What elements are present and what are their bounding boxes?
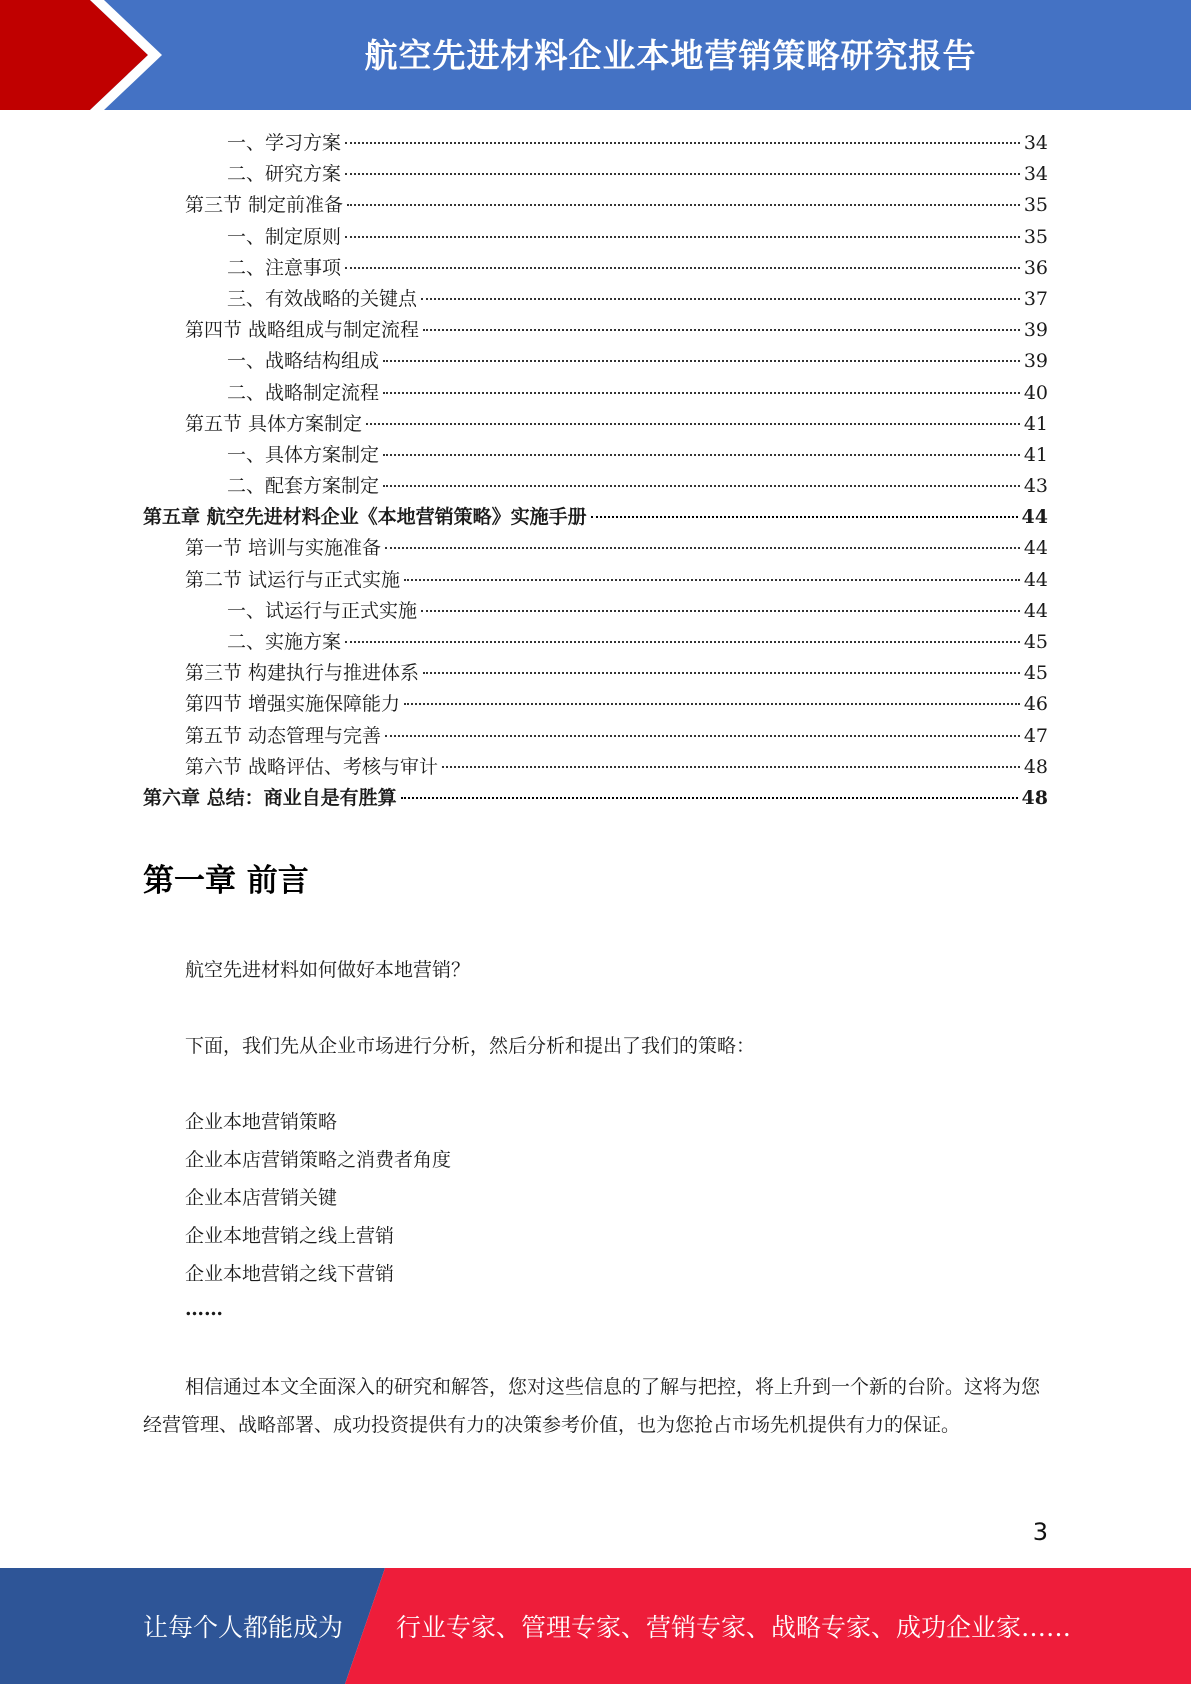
table-of-contents <box>143 128 1048 814</box>
toc-dot-leader <box>591 516 1018 518</box>
toc-entry-page: 39 <box>1023 319 1048 342</box>
toc-entry-page: 39 <box>1023 350 1048 373</box>
strategy-item: 企业本店营销策略之消费者角度 <box>185 1149 452 1171</box>
toc-entry[interactable] <box>143 752 1048 783</box>
footer-slogan-right: 行业专家、管理专家、营销专家、战略专家、成功企业家…… <box>396 1613 1072 1642</box>
toc-entry[interactable] <box>143 409 1048 440</box>
toc-entry-page: 41 <box>1023 412 1048 435</box>
toc-entry-title: 第六节 战略评估、考核与审计 <box>185 755 439 778</box>
question-paragraph: 航空先进材料如何做好本地营销？ <box>185 959 471 981</box>
header-title: 航空先进材料企业本地营销策略研究报告 <box>364 36 977 75</box>
intro-paragraph: 下面，我们先从企业市场进行分析，然后分析和提出了我们的策略： <box>185 1035 756 1057</box>
toc-entry-title: 第五节 具体方案制定 <box>185 412 363 435</box>
strategy-item-ellipsis: …… <box>185 1298 223 1320</box>
toc-entry-page: 35 <box>1023 194 1048 217</box>
toc-entry-page: 47 <box>1023 724 1048 747</box>
toc-entry-title: 第五章 航空先进材料企业《本地营销策略》实施手册 <box>143 506 587 529</box>
toc-entry-title: 三、有效战略的关键点 <box>227 287 418 310</box>
toc-entry-title: 一、具体方案制定 <box>227 443 380 466</box>
toc-entry-title: 二、配套方案制定 <box>227 475 380 498</box>
strategy-item: 企业本地营销策略 <box>185 1111 338 1133</box>
toc-entry[interactable] <box>143 689 1048 720</box>
toc-entry-page: 44 <box>1023 599 1048 622</box>
toc-entry[interactable] <box>143 378 1048 409</box>
toc-entry-title: 第五节 动态管理与完善 <box>185 724 382 747</box>
toc-entry[interactable] <box>143 253 1048 284</box>
toc-entry-title: 二、研究方案 <box>227 163 342 186</box>
footer-slogan-left: 让每个人都能成为 <box>143 1613 344 1642</box>
toc-entry[interactable] <box>143 627 1048 658</box>
toc-dot-leader <box>421 610 1020 612</box>
toc-entry-page: 34 <box>1023 163 1048 186</box>
toc-entry-title: 一、试运行与正式实施 <box>227 599 418 622</box>
toc-dot-leader <box>345 173 1020 175</box>
toc-entry[interactable] <box>143 596 1048 627</box>
toc-entry[interactable] <box>143 159 1048 190</box>
toc-entry[interactable] <box>143 284 1048 315</box>
toc-dot-leader <box>423 672 1020 674</box>
toc-entry[interactable] <box>143 783 1048 814</box>
toc-entry[interactable] <box>143 658 1048 689</box>
toc-entry-page: 37 <box>1023 287 1048 310</box>
toc-entry-title: 二、战略制定流程 <box>227 381 380 404</box>
toc-entry-title: 二、注意事项 <box>227 256 342 279</box>
toc-entry[interactable] <box>143 565 1048 596</box>
toc-entry-page: 35 <box>1023 225 1048 248</box>
toc-entry-page: 43 <box>1023 475 1048 498</box>
toc-entry-title: 第二节 试运行与正式实施 <box>185 568 401 591</box>
toc-entry-page: 45 <box>1023 631 1048 653</box>
footer-banner <box>0 1568 1191 1684</box>
toc-entry-page: 48 <box>1021 786 1048 809</box>
toc-entry[interactable] <box>143 471 1048 502</box>
toc-dot-leader <box>423 329 1020 331</box>
toc-dot-leader <box>385 547 1020 549</box>
toc-entry[interactable] <box>143 440 1048 471</box>
strategy-item: 企业本店营销关键 <box>185 1187 338 1209</box>
toc-dot-leader <box>345 267 1020 269</box>
chapter-title: 第一章 前言 <box>143 863 309 899</box>
toc-entry-title: 第六章 总结：商业自是有胜算 <box>143 786 397 809</box>
toc-dot-leader <box>345 142 1020 144</box>
toc-entry-page: 36 <box>1023 256 1048 279</box>
toc-entry[interactable] <box>143 533 1048 564</box>
toc-entry-title: 一、战略结构组成 <box>227 350 380 373</box>
toc-entry[interactable] <box>143 315 1048 346</box>
toc-dot-leader <box>401 797 1018 799</box>
toc-dot-leader <box>383 454 1020 456</box>
toc-dot-leader <box>345 641 1020 643</box>
toc-dot-leader <box>383 485 1020 487</box>
toc-dot-leader <box>404 703 1020 705</box>
toc-entry-title: 二、实施方案 <box>227 631 342 653</box>
toc-entry[interactable] <box>143 721 1048 752</box>
toc-entry[interactable] <box>143 346 1048 377</box>
toc-entry-title: 第四节 增强实施保障能力 <box>185 693 401 716</box>
toc-dot-leader <box>442 766 1020 768</box>
toc-dot-leader <box>383 360 1020 362</box>
toc-entry-page: 45 <box>1023 662 1048 685</box>
toc-entry-title: 第四节 战略组成与制定流程 <box>185 319 420 342</box>
toc-entry-page: 44 <box>1023 537 1048 560</box>
toc-entry-title: 第三节 制定前准备 <box>185 194 344 217</box>
toc-dot-leader <box>345 236 1020 238</box>
toc-dot-leader <box>383 392 1020 394</box>
toc-entry-page: 44 <box>1021 506 1048 529</box>
strategy-item: 企业本地营销之线上营销 <box>185 1225 395 1247</box>
toc-entry-title: 一、学习方案 <box>227 132 342 154</box>
toc-entry[interactable] <box>143 190 1048 221</box>
toc-entry-title: 第一节 培训与实施准备 <box>185 537 382 560</box>
toc-entry[interactable] <box>143 222 1048 253</box>
toc-entry-page: 40 <box>1023 381 1048 404</box>
header-banner <box>0 0 1191 110</box>
toc-dot-leader <box>347 204 1020 206</box>
toc-entry-page: 44 <box>1023 568 1048 591</box>
toc-entry[interactable] <box>143 128 1048 159</box>
toc-dot-leader <box>366 423 1020 425</box>
page-number: 3 <box>1032 1518 1048 1546</box>
toc-entry-page: 46 <box>1023 693 1048 716</box>
toc-dot-leader <box>404 579 1020 581</box>
toc-dot-leader <box>421 298 1020 300</box>
toc-entry-title: 第三节 构建执行与推进体系 <box>185 662 420 685</box>
conclusion-paragraph: 相信通过本文全面深入的研究和解答，您对这些信息的了解与把控，将上升到一个新的台阶。这将为您经营管理、战略部署、成功投资提供有力的决策参考价值，也为您抢占市场先机提供有力的保证。 <box>143 1376 1041 1436</box>
toc-entry-page: 41 <box>1023 443 1048 466</box>
toc-entry-title: 一、制定原则 <box>227 225 342 248</box>
toc-entry-page: 48 <box>1023 755 1048 778</box>
toc-dot-leader <box>385 735 1020 737</box>
toc-entry-page: 34 <box>1023 132 1048 154</box>
toc-entry[interactable] <box>143 502 1048 533</box>
strategy-item: 企业本地营销之线下营销 <box>185 1263 395 1285</box>
